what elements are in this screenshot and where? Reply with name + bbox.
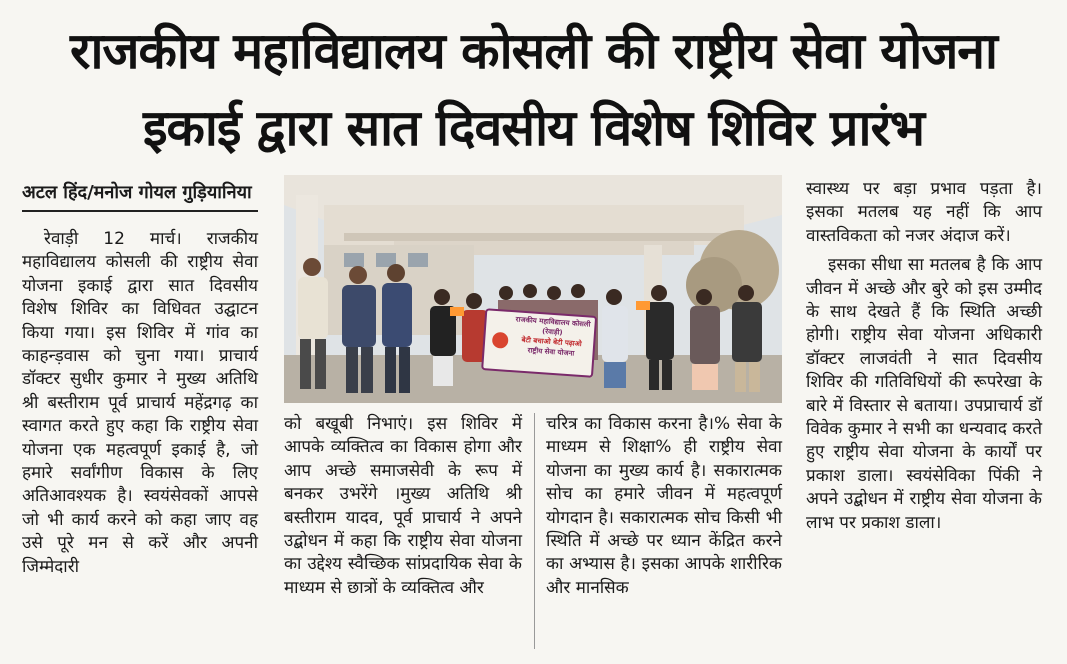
group-photo — [284, 175, 782, 403]
column-divider — [534, 413, 535, 649]
banner-line-1: राजकीय महाविद्यालय कोसली (रेवाड़ी) — [515, 315, 591, 337]
article-column-1: रेवाड़ी 12 मार्च। राजकीय महाविद्यालय कोसली की राष्ट्रीय सेवा योजना इकाई द्वारा सात दिवसीय विशेष शिविर का विधिवत उद्घाटन किया गया। इस शिविर में गांव का काहन्ड़वास को चुना गया। प्राचार्य डॉक्टर सुधीर कुमार ने मुख्य अतिथि श्री बस्तीराम पूर्व प्राचार्य महेंद्रगढ़ का स्वागत करते हुए कहा कि राष्ट्रीय सेवा योजना एक महत्वपूर्ण इकाई है, जो हमारे सर्वांगीण विकास के लिए अतिआवश्यक है। स्वयंसेवकों आपसे जो भी कार्य करने को कहा जाए वह उसे पूरे मन से करें और अपनी जिम्मेदारी — [22, 229, 258, 577]
banner-text — [509, 314, 596, 360]
article-column-4-para-2: इसका सीधा सा मतलब है कि आप जीवन में अच्छे और बुरे को इस उम्मीद के साथ देखते हैं कि स्थिति अच्छी होगी। राष्ट्रीय सेवा योजना अधिकारी डॉक्टर लाजवंती ने सात दिवसीय शिविर की गतिविधियों की रूपरेखा के बारे में विस्तार से बताया। उपप्राचार्य डॉ विवेक कुमार ने सभी का धन्यवाद करते हुए राष्ट्रीय सेवा योजना के कार्यों पर प्रकाश डाला। स्वयंसेविका पिंकी ने अपने उद्बोधन में राष्ट्रीय सेवा योजना के लाभ पर प्रकाश डाला। — [806, 255, 1043, 533]
article-column-3: चरित्र का विकास करना है।% सेवा के माध्यम से शिक्षा% ही राष्ट्रीय सेवा योजना का मुख्य कार्य है। सकारात्मक सोच का हमारे जीवन में महत्वपूर्ण योगदान है। सकारात्मक सोच किसी भी स्थिति में अच्छे पर ध्यान केंद्रित करने का अभ्यास है। इसका आपके शारीरिक और मानसिक — [546, 414, 782, 598]
article-column-4-para-1: स्वास्थ्य पर बड़ा प्रभाव पड़ता है। इसका मतलब यह नहीं कि आप वास्तविकता को नजर अंदाज करें। — [806, 179, 1042, 246]
headline-line-1: राजकीय महाविद्यालय कोसली की राष्ट्रीय सेवा योजना — [70, 22, 997, 80]
banner-line-2: बेटी बचाओ बेटी पढ़ाओ — [521, 335, 582, 349]
article-column-2: को बखूबी निभाएं। इस शिविर में आपके व्यक्तित्व का विकास होगा और आप अच्छे समाजसेवी के रूप में बनकर उभरेंगे ।मुख्य अतिथि श्री बस्तीराम यादव, पूर्व प्राचार्य ने अपने उद्बोधन में कहा कि राष्ट्रीय सेवा योजना का उद्देश्य स्वैच्छिक सांप्रदायिक सेवा के माध्यम से छात्रों के व्यक्तित्व और — [284, 414, 522, 598]
banner-line-3: राष्ट्रीय सेवा योजना — [527, 346, 575, 358]
byline: अटल हिंद/मनोज गोयल गुड़ियानिया — [22, 180, 258, 212]
headline-line-2: इकाई द्वारा सात दिवसीय विशेष शिविर प्रारंभ — [142, 99, 925, 157]
article-column-4 — [806, 178, 1042, 535]
